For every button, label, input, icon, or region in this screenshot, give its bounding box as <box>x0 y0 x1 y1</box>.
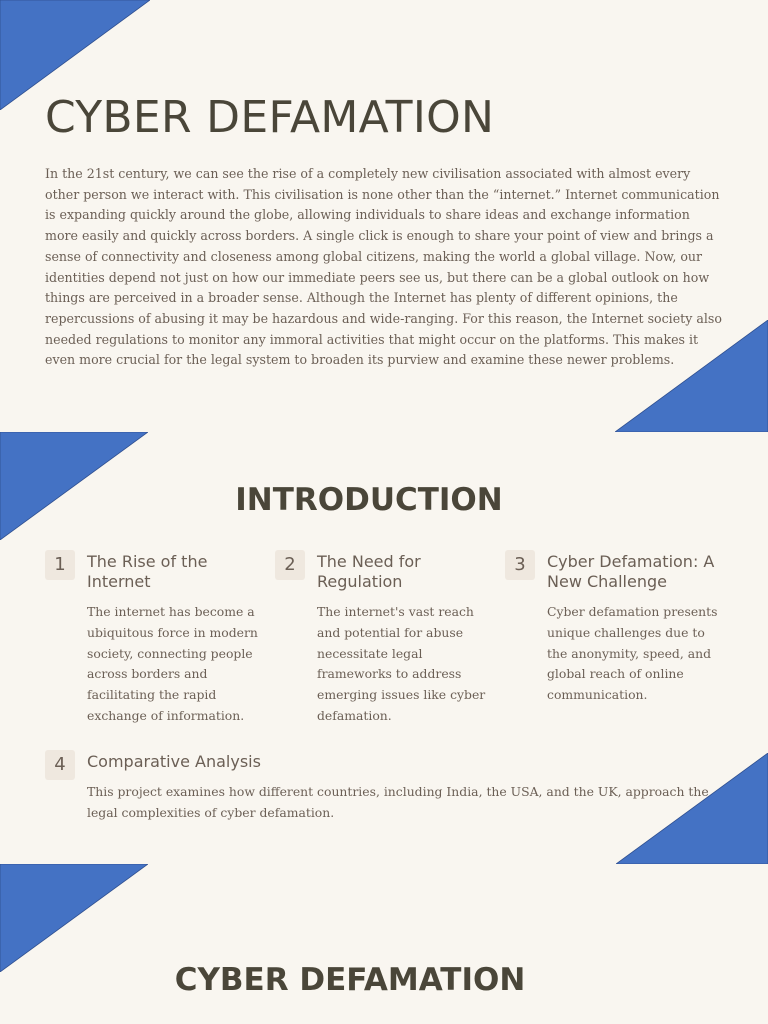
item-body: The internet has become a ubiquitous force in modern society, connecting people across borders and facilitating the rapid exchange of information. <box>87 604 258 723</box>
item-body: The internet's vast reach and potential for abuse necessitate legal frameworks to address emerging issues like cyber defamation. <box>317 604 486 723</box>
item-body: This project examines how different countries, including India, the USA, and the UK, approach the legal complexities of cyber defamation. <box>87 784 709 820</box>
corner-triangle-top-left <box>0 864 148 972</box>
intro-paragraph: In the 21st century, we can see the rise of a completely new civilisation associated with almost every other person we interact with. This civilisation is none other than the “internet.” Internet communication is expanding quickly around the globe, allowing individuals to share ideas and exchange information more easily and quickly across borders. A single click is enough to share your point of view and brings a sense of connectivity and closeness among global citizens, making the world a global village. Now, our identities depend not just on how our immediate peers see us, but there can be a global outlook on how things are perceived in a broader sense. Although the Internet has plenty of different opinions, the repercussions of abusing it may be hazardous and wide-ranging. For this reason, the Internet society also needed regulations to monitor any immoral activities that might occur on the platforms. This makes it even more crucial for the legal system to broaden its purview and examine these newer problems. <box>45 166 722 368</box>
item-heading: Comparative Analysis <box>87 752 261 771</box>
slide-introduction <box>0 432 768 864</box>
slide-title: CYBER DEFAMATION <box>174 962 526 998</box>
item-number-badge: 3 <box>505 550 535 580</box>
corner-triangle-bottom-right <box>615 320 768 432</box>
item-number-badge: 1 <box>45 550 75 580</box>
item-number-badge: 2 <box>275 550 305 580</box>
slide-cyber-defamation-2 <box>0 864 768 1024</box>
item-body: Cyber defamation presents unique challenges due to the anonymity, speed, and global reach of online communication. <box>547 604 718 703</box>
slide-cyber-defamation <box>0 0 768 432</box>
item-heading: The Rise of the Internet <box>87 552 208 591</box>
item-number-badge: 4 <box>45 750 75 780</box>
item-heading: Cyber Defamation: A New Challenge <box>547 552 715 591</box>
section-title: INTRODUCTION <box>235 482 503 518</box>
corner-triangle-bottom-right <box>616 753 768 864</box>
page-title: CYBER DEFAMATION <box>45 92 495 143</box>
item-heading: The Need for Regulation <box>317 552 421 591</box>
